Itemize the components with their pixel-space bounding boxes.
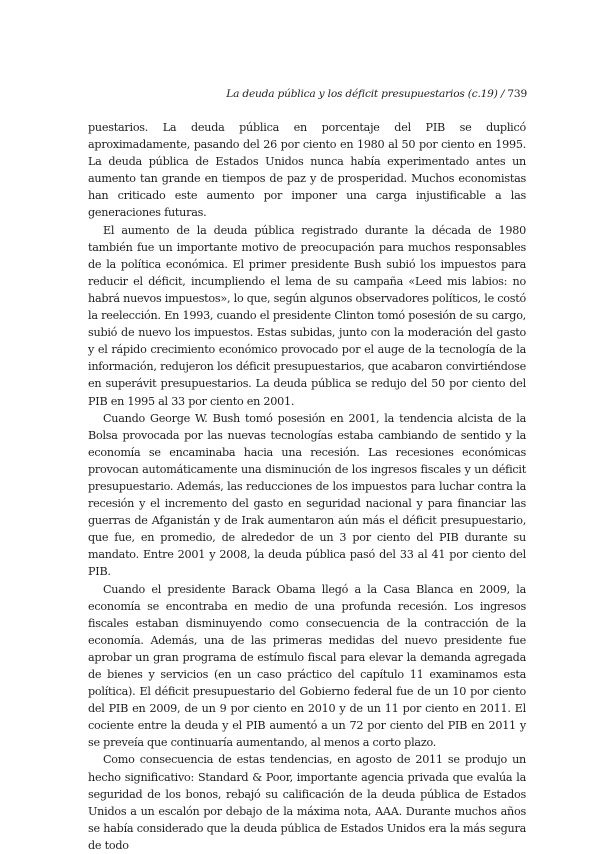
paragraph-august-2011: Como consecuencia de estas tendencias, en agosto de 2011 se produjo un hecho significativo: Standard & Poor, importante agencia privada que evalúa la seguridad de los bonos, rebajó su calificación de la deuda pública de Estados Unidos a un escalón por debajo de la máxima nota, AAA. Durante muchos años se había considerado que la deuda pública de Estados Unidos era la más segura de todo: [88, 753, 526, 852]
running-head-separator: /: [500, 88, 505, 100]
paragraph-obama-2009: Cuando el presidente Barack Obama llegó a la Casa Blanca en 2009, la economía se encontraba en medio de una profunda recesión. Los ingresos fiscales estaban disminuyendo como consecuencia de la contracción de la economía. Además, una de las primeras medidas del nuevo presidente fue aprobar un gran programa de estímulo fiscal para elevar la demanda agregada de bienes y servicios (en un caso práctico del capítulo 11 examinamos esta política). El déficit presupuestario del Gobierno federal fue de un 10 por ciento del PIB en 2009, de un 9 por ciento en 2010 y de un 11 por ciento en 2011. El cociente entre la deuda y el PIB aumentó a un 72 por ciento del PIB en 2011 y se preveía que continuaría aumentando, al menos a corto plazo.: [88, 582, 526, 750]
paragraph-continuation: puestarios. La deuda pública en porcentaje del PIB se duplicó aproximadamente, pasando del 26 por ciento en 1980 al 50 por ciento en 1995. La deuda pública de Estados Unidos nunca había experimentado antes un aumento tan grande en tiempos de paz y de prosperidad. Muchos economistas han criticado este aumento por imponer una carga injustificable a las generaciones futuras.: [88, 121, 526, 220]
running-head-title: La deuda pública y los déficit presupuestarios (c.19): [226, 88, 498, 100]
body-text: [88, 119, 526, 854]
running-head: [226, 88, 527, 100]
page-number: 739: [507, 88, 527, 100]
paragraph-debt-1980s: El aumento de la deuda pública registrado durante la década de 1980 también fue un importante motivo de preocupación para muchos responsables de la política económica. El primer presidente Bush subió los impuestos para reducir el déficit, incumpliendo el lema de su campaña «Leed mis labios: no habrá nuevos impuestos», lo que, según algunos observadores políticos, le costó la reelección. En 1993, cuando el presidente Clinton tomó posesión de su cargo, subió de nuevo los impuestos. Estas subidas, junto con la moderación del gasto y el rápido crecimiento económico provocado por el auge de la tecnología de la información, redujeron los déficit presupuestarios, que acabaron convirtiéndose en superávit presupuestarios. La deuda pública se redujo del 50 por ciento del PIB en 1995 al 33 por ciento en 2001.: [88, 223, 526, 408]
paragraph-bush-2001: Cuando George W. Bush tomó posesión en 2001, la tendencia alcista de la Bolsa provocada por las nuevas tecnologías estaba cambiando de sentido y la economía se encaminaba hacia una recesión. Las recesiones económicas provocan automáticamente una disminución de los ingresos fiscales y un déficit presupuestario. Además, las reducciones de los impuestos para luchar contra la recesión y el incremento del gasto en seguridad nacional y para financiar las guerras de Afganistán y de Irak aumentaron aún más el déficit presupuestario, que fue, en promedio, de alrededor de un 3 por ciento del PIB durante su mandato. Entre 2001 y 2008, la deuda pública pasó del 33 al 41 por ciento del PIB.: [88, 411, 526, 579]
